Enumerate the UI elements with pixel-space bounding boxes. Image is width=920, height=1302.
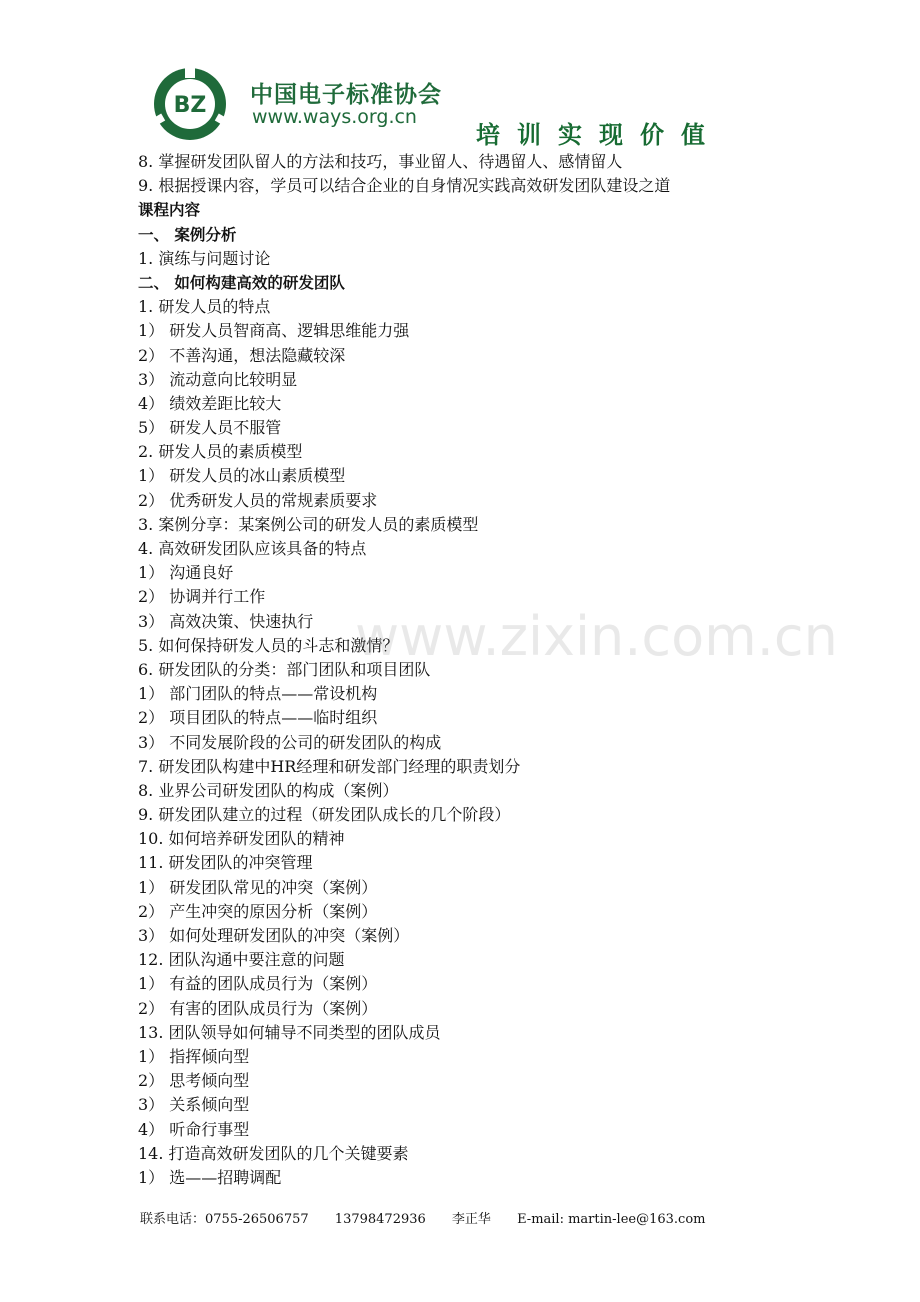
organization-name: 中国电子标准协会 [250, 82, 442, 108]
logo-emblem-icon [152, 66, 228, 142]
content-line: 5. 如何保持研发人员的斗志和激情？ [138, 635, 399, 655]
section-heading: 课程内容 [138, 201, 201, 220]
content-line: 4. 高效研发团队应该具备的特点 [138, 539, 367, 558]
content-line: 3） 如何处理研发团队的冲突（案例） [138, 926, 410, 945]
content-line: 1） 有益的团队成员行为（案例） [138, 974, 378, 994]
content-line: 2. 研发人员的素质模型 [138, 442, 303, 462]
content-line: 2） 项目团队的特点——临时组织 [138, 708, 378, 728]
content-line: 7. 研发团队构建中HR经理和研发部门经理的职责划分 [138, 756, 521, 776]
content-line: 1） 指挥倾向型 [138, 1046, 250, 1066]
content-line: 11. 研发团队的冲突管理 [138, 853, 313, 873]
content-line: 13. 团队领导如何辅导不同类型的团队成员 [138, 1022, 441, 1042]
content-line: 3） 关系倾向型 [138, 1095, 250, 1115]
section-heading: 二、 如何构建高效的研发团队 [138, 273, 345, 292]
content-line: 2） 思考倾向型 [138, 1071, 250, 1091]
content-line: 8. 业界公司研发团队的构成（案例） [138, 780, 399, 800]
logo-text: BZ [173, 93, 207, 118]
content-line: 1） 选——招聘调配 [138, 1167, 282, 1187]
content-line: 1） 部门团队的特点——常设机构 [138, 684, 378, 704]
content-line: 2） 不善沟通，想法隐藏较深 [138, 345, 346, 365]
content-line: 8. 掌握研发团队留人的方法和技巧，事业留人、待遇留人、感情留人 [138, 152, 623, 171]
course-content [138, 150, 838, 1190]
content-line: 3. 案例分享：某案例公司的研发人员的素质模型 [138, 514, 479, 534]
content-line: 2） 协调并行工作 [138, 587, 266, 607]
content-line: 3） 高效决策、快速执行 [138, 611, 314, 631]
content-line: 9. 研发团队建立的过程（研发团队成长的几个阶段） [138, 805, 511, 825]
content-line: 1. 演练与问题讨论 [138, 248, 271, 268]
footer-email: E-mail: martin-lee@163.com [517, 1212, 706, 1227]
footer-mobile: 13798472936 [334, 1212, 426, 1227]
content-line: 1） 研发人员智商高、逻辑思维能力强 [138, 321, 410, 341]
footer-phone: 联系电话：0755-26506757 [140, 1212, 309, 1227]
content-line: 6. 研发团队的分类：部门团队和项目团队 [138, 659, 431, 679]
content-line: 3） 不同发展阶段的公司的研发团队的构成 [138, 732, 442, 752]
document-header [0, 0, 920, 150]
content-line: 12. 团队沟通中要注意的问题 [138, 950, 345, 970]
content-line: 1. 研发人员的特点 [138, 297, 271, 317]
content-line: 10. 如何培养研发团队的精神 [138, 829, 345, 849]
content-line: 2） 产生冲突的原因分析（案例） [138, 901, 378, 921]
content-line: 2） 优秀研发人员的常规素质要求 [138, 490, 378, 510]
watermark: www.zixin.com.cn [355, 605, 838, 668]
content-line: 5） 研发人员不服管 [138, 418, 282, 438]
slogan-title: 培训实现价值 [476, 120, 722, 149]
content-line: 14. 打造高效研发团队的几个关键要素 [138, 1143, 409, 1163]
content-line: 1） 沟通良好 [138, 563, 234, 583]
content-line: 3） 流动意向比较明显 [138, 369, 298, 389]
content-line: 4） 听命行事型 [138, 1119, 250, 1139]
content-line: 1） 研发人员的冰山素质模型 [138, 466, 346, 486]
footer-contact-name: 李正华 [451, 1212, 491, 1227]
content-line: 4） 绩效差距比较大 [138, 393, 282, 413]
content-line: 1） 研发团队常见的冲突（案例） [138, 877, 378, 897]
contact-footer [140, 1208, 727, 1227]
content-line: 9. 根据授课内容，学员可以结合企业的自身情况实践高效研发团队建设之道 [138, 176, 671, 196]
organization-url: www.ways.org.cn [252, 106, 417, 128]
section-heading: 一、 案例分析 [138, 225, 237, 244]
content-line: 2） 有害的团队成员行为（案例） [138, 998, 378, 1018]
